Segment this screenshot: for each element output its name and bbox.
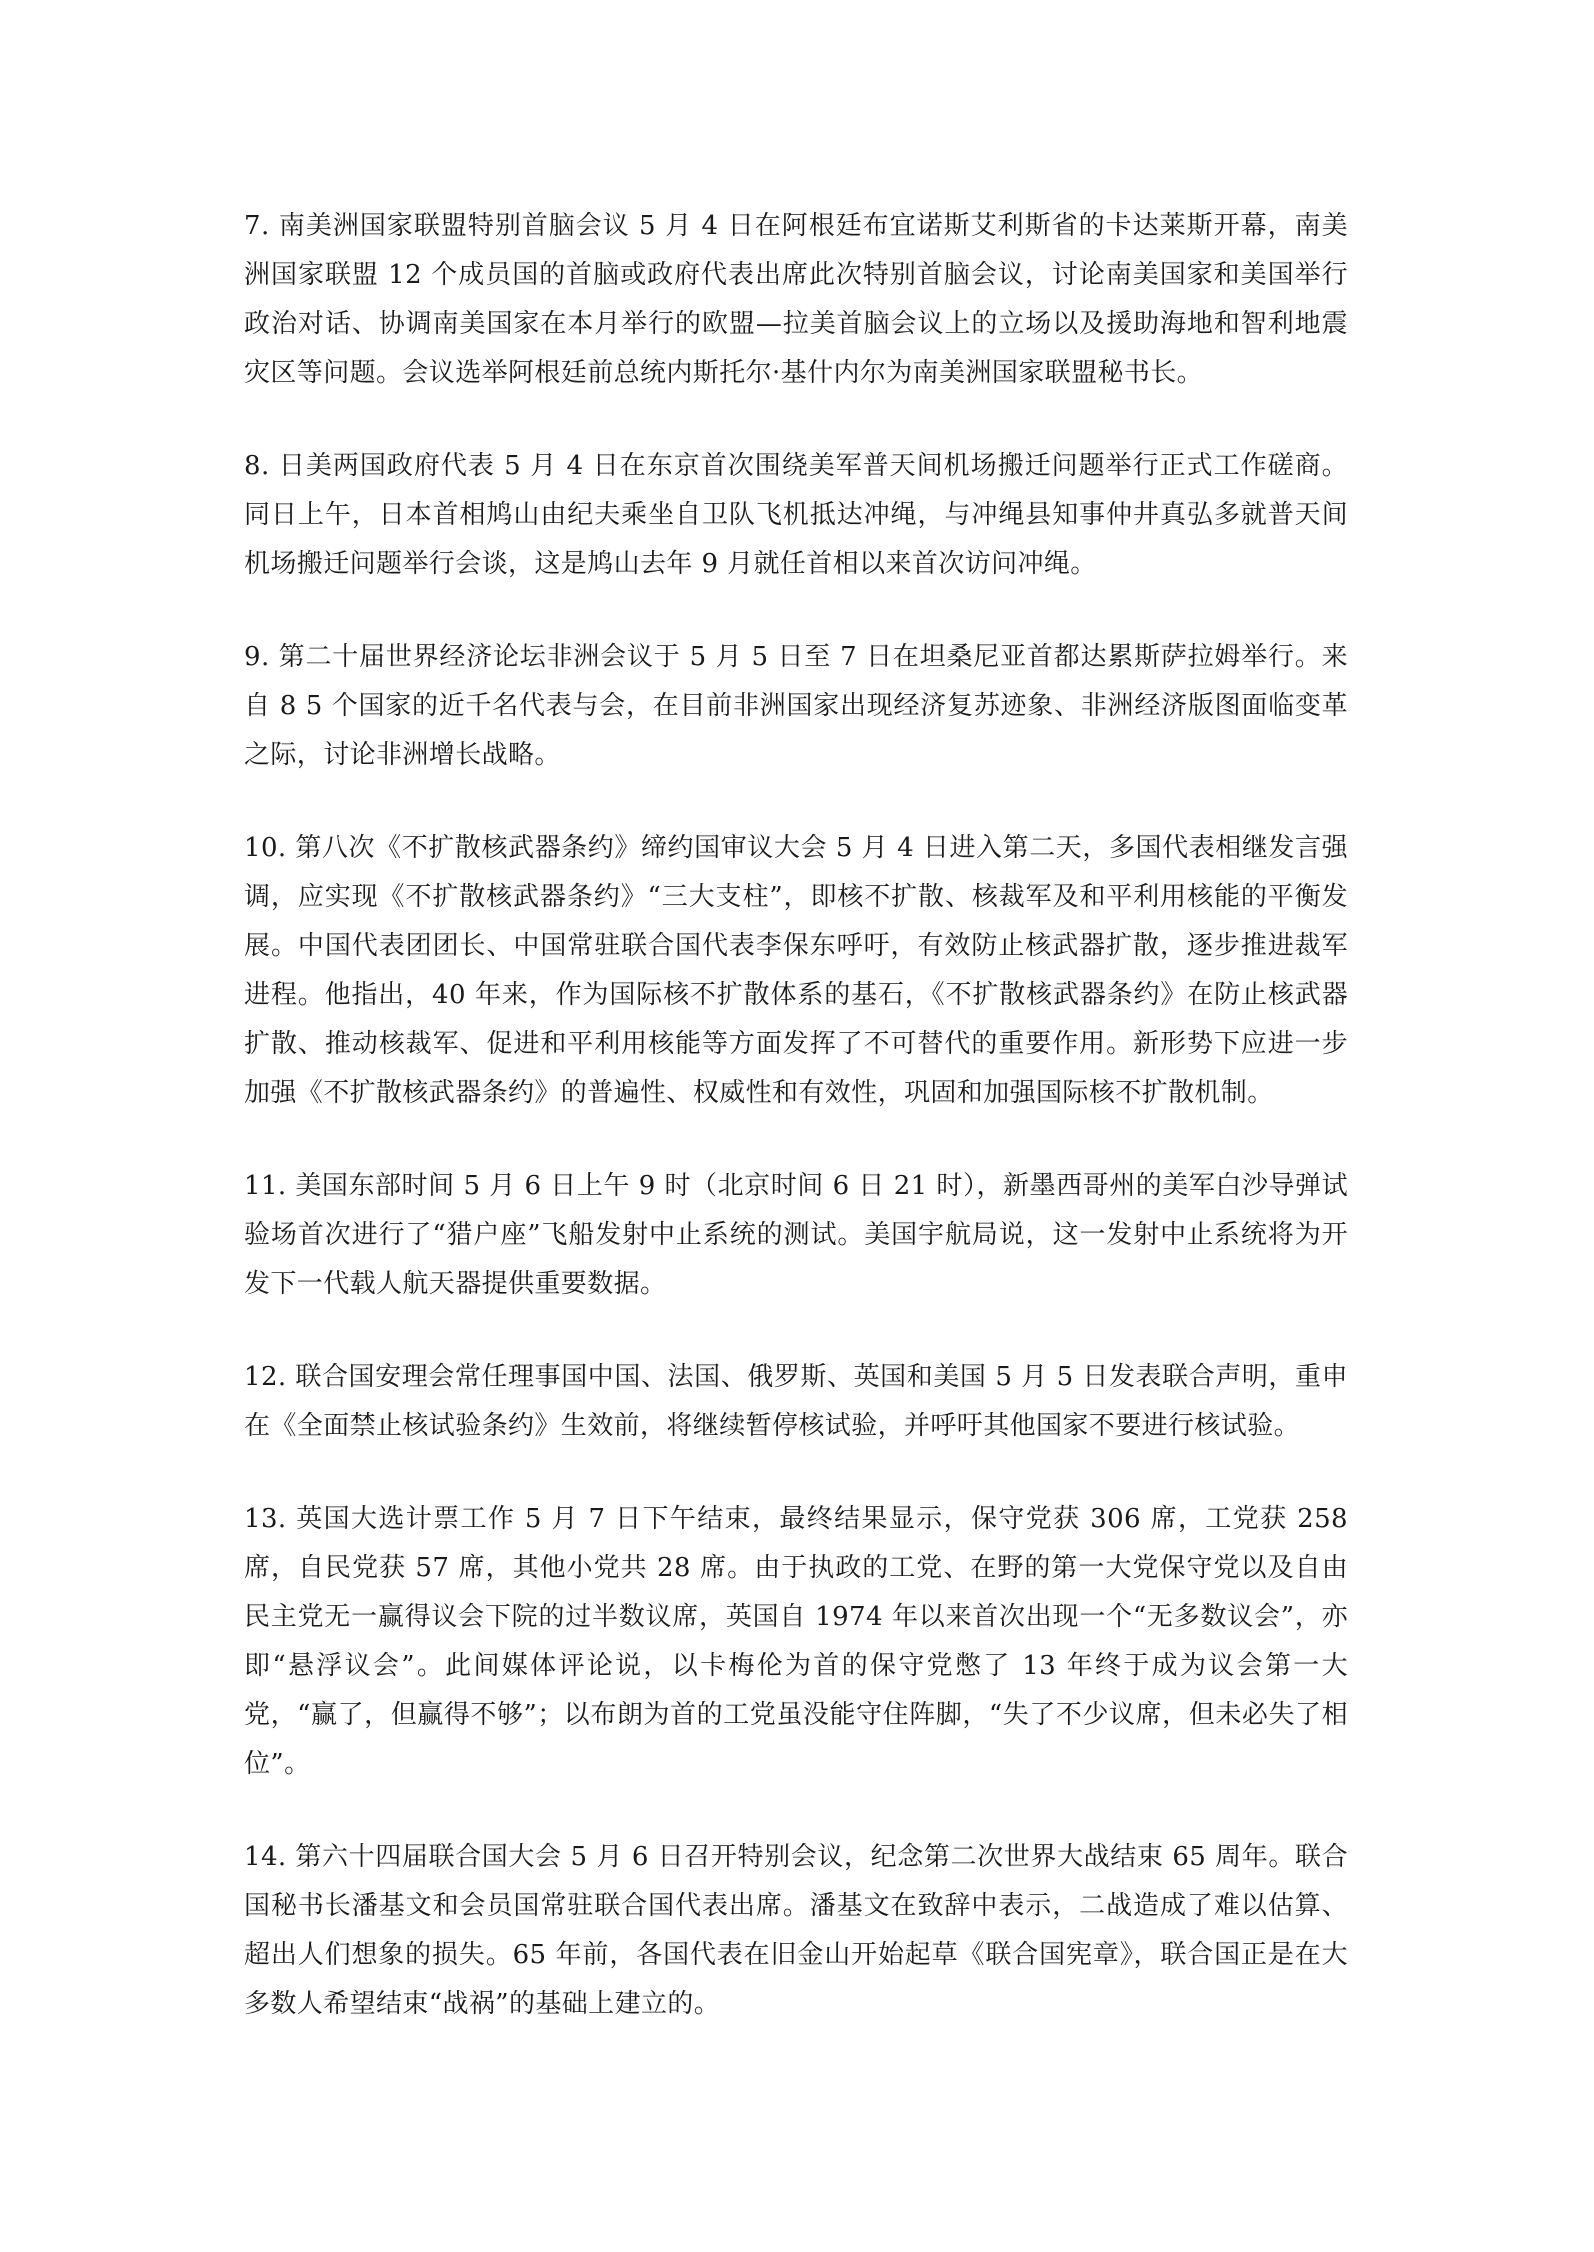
paragraph-9: 9. 第二十届世界经济论坛非洲会议于 5 月 5 日至 7 日在坦桑尼亚首都达累斯萨拉姆举行。来自 8 5 个国家的近千名代表与会，在目前非洲国家出现经济复苏迹象、非洲经济版图面临变革之际，讨论非洲增长战略。	[244, 642, 1348, 770]
paragraph-7: 7. 南美洲国家联盟特别首脑会议 5 月 4 日在阿根廷布宜诺斯艾利斯省的卡达莱斯开幕，南美洲国家联盟 12 个成员国的首脑或政府代表出席此次特别首脑会议，讨论南美国家和美国举行政治对话、协调南美国家在本月举行的欧盟—拉美首脑会议上的立场以及援助海地和智利地震灾区等问题。会议选举阿根廷前总统内斯托尔·基什内尔为南美洲国家联盟秘书长。	[244, 211, 1348, 388]
paragraph-8: 8. 日美两国政府代表 5 月 4 日在东京首次围绕美军普天间机场搬迁问题举行正式工作磋商。同日上午，日本首相鸠山由纪夫乘坐自卫队飞机抵达冲绳，与冲绳县知事仲井真弘多就普天间机场搬迁问题举行会谈，这是鸠山去年 9 月就任首相以来首次访问冲绳。	[244, 451, 1348, 579]
paragraph-11: 11. 美国东部时间 5 月 6 日上午 9 时（北京时间 6 日 21 时），新墨西哥州的美军白沙导弹试验场首次进行了“猎户座”飞船发射中止系统的测试。美国宇航局说，这一发射中止系统将为开发下一代载人航天器提供重要数据。	[244, 1171, 1348, 1299]
paragraph-10: 10. 第八次《不扩散核武器条约》缔约国审议大会 5 月 4 日进入第二天，多国代表相继发言强调，应实现《不扩散核武器条约》“三大支柱”，即核不扩散、核裁军及和平利用核能的平衡发展。中国代表团团长、中国常驻联合国代表李保东呼吁，有效防止核武器扩散，逐步推进裁军进程。他指出，40 年来，作为国际核不扩散体系的基石，《不扩散核武器条约》在防止核武器扩散、推动核裁军、促进和平利用核能等方面发挥了不可替代的重要作用。新形势下应进一步加强《不扩散核武器条约》的普遍性、权威性和有效性，巩固和加强国际核不扩散机制。	[244, 833, 1348, 1108]
paragraph-13: 13. 英国大选计票工作 5 月 7 日下午结束，最终结果显示，保守党获 306 席，工党获 258 席，自民党获 57 席，其他小党共 28 席。由于执政的工党、在野的第一大党保守党以及自由民主党无一赢得议会下院的过半数议席，英国自 1974 年以来首次出现一个“无多数议会”，亦即“悬浮议会”。此间媒体评论说，以卡梅伦为首的保守党憋了 13 年终于成为议会第一大党，“赢了，但赢得不够”；以布朗为首的工党虽没能守住阵脚，“失了不少议席，但未必失了相位”。	[244, 1504, 1348, 1779]
paragraph-14: 14. 第六十四届联合国大会 5 月 6 日召开特别会议，纪念第二次世界大战结束 65 周年。联合国秘书长潘基文和会员国常驻联合国代表出席。潘基文在致辞中表示，二战造成了难以估算、超出人们想象的损失。65 年前，各国代表在旧金山开始起草《联合国宪章》，联合国正是在大多数人希望结束“战祸”的基础上建立的。	[244, 1842, 1348, 2019]
document-body	[244, 202, 1348, 2073]
paragraph-12: 12. 联合国安理会常任理事国中国、法国、俄罗斯、英国和美国 5 月 5 日发表联合声明，重申在《全面禁止核试验条约》生效前，将继续暂停核试验，并呼吁其他国家不要进行核试验。	[244, 1362, 1348, 1441]
